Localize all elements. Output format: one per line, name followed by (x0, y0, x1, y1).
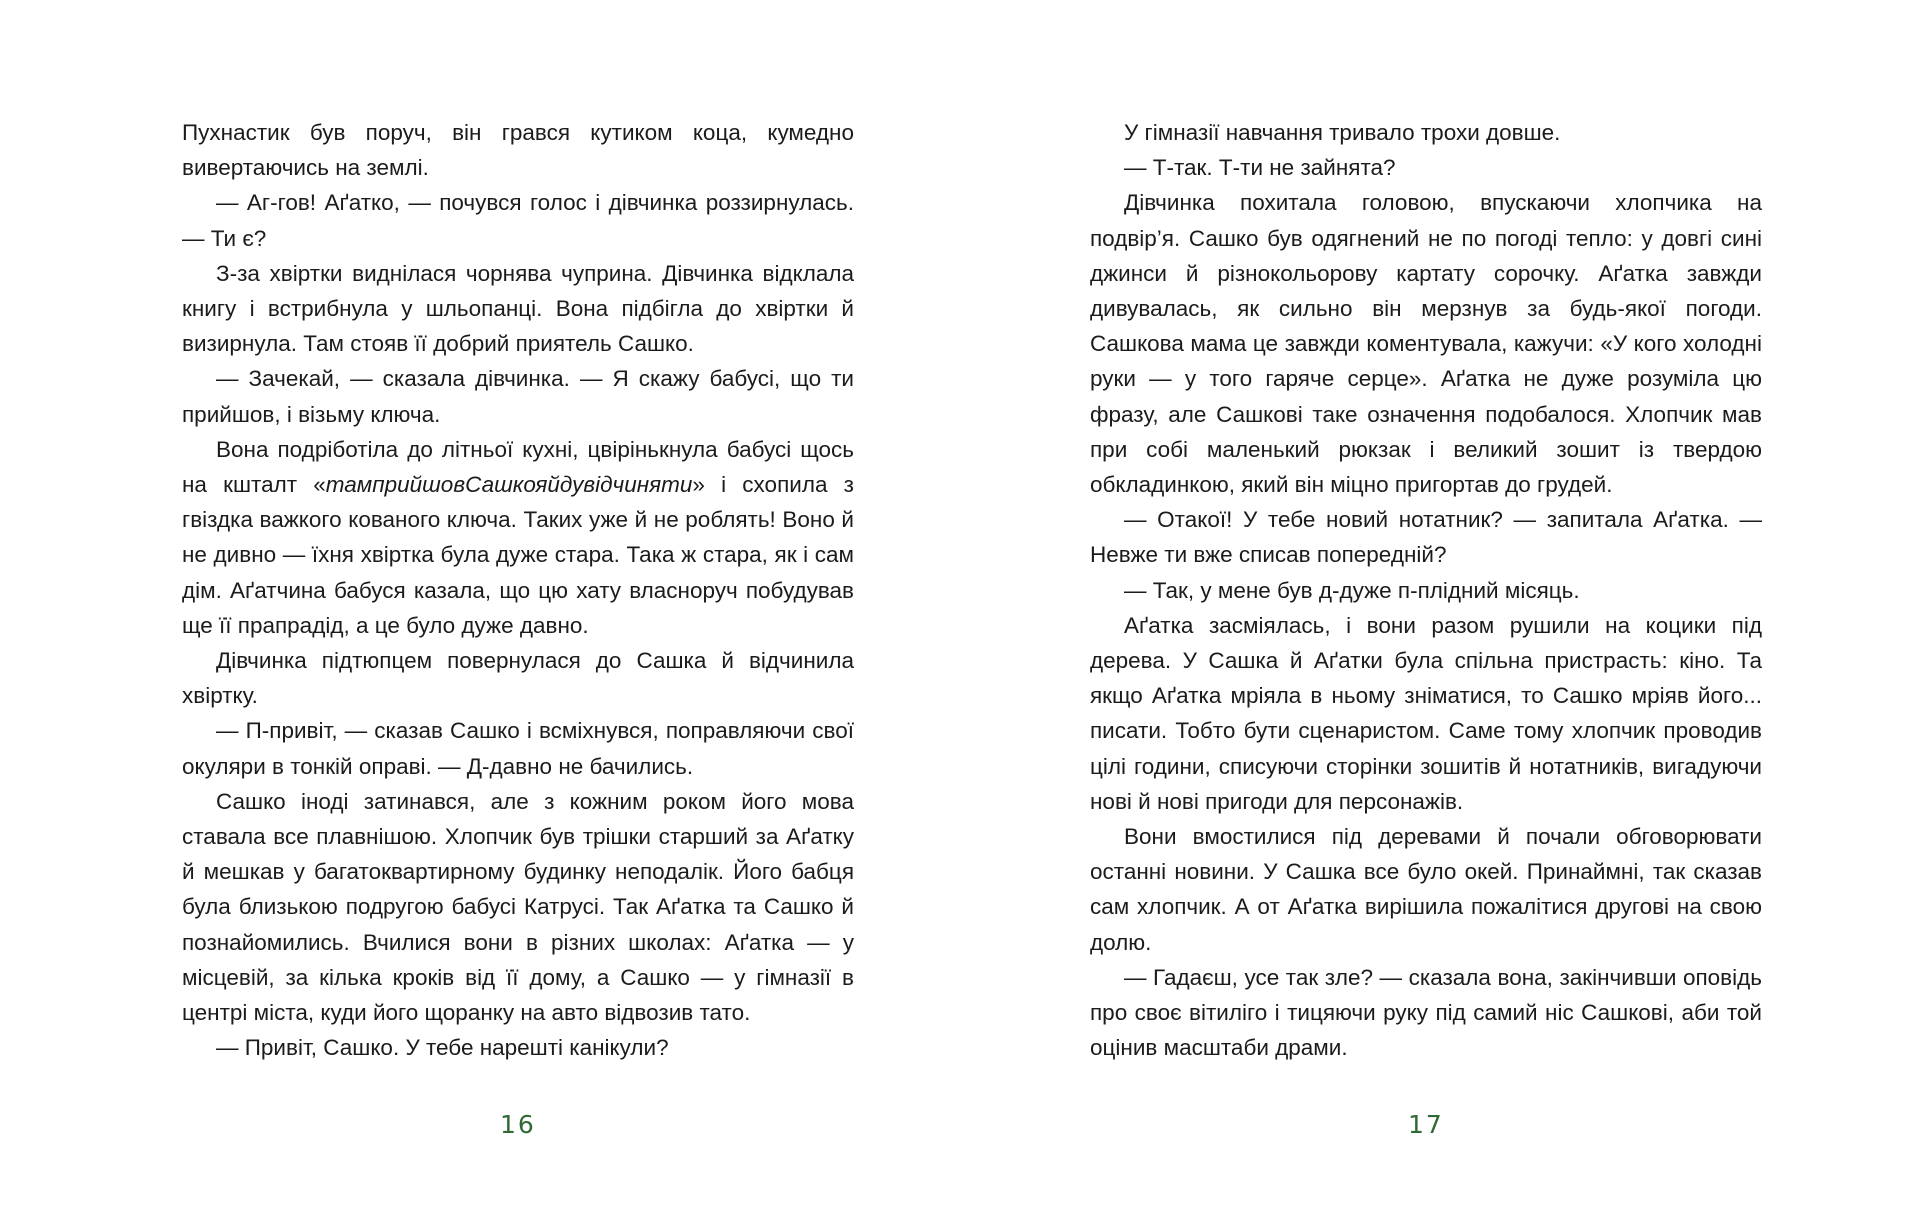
page-number: 16 (500, 1110, 536, 1139)
paragraph: — Отакої! У тебе новий нотатник? — запитала Аґатка. — Невже ти вже списав попередній? (1090, 507, 1762, 568)
paragraph: У гімназії навчання тривало трохи довше. (1124, 120, 1561, 145)
paragraph: — Гадаєш, усе так зле? — сказала вона, закінчивши оповідь про своє вітиліго і тицяючи руку під самий ніс Сашкові, аби той оцінив масштаби драми. (1090, 964, 1762, 1061)
paragraph: З-за хвіртки виднілася чорнява чуприна. Дівчинка відклала книгу і встрибнула у шльопанці. Вона підбігла до хвіртки й визирнула. Там стояв її добрий приятель Сашко. (182, 260, 854, 357)
paragraph: Сашко іноді затинався, але з кожним роком його мова ставала все плавнішою. Хлопчик був трішки старший за Аґатку й мешкав у багатоквартирному будинку неподалік. Його бабця була близькою подругою бабусі Катрусі. Так Аґатка та Сашко й познайомились. Вчилися вони в різних школах: Аґатка — у місцевій, за кілька кроків від її дому, а Сашко — у гімназії в центрі міста, куди його щоранку на авто відвозив тато. (182, 788, 854, 1026)
paragraph: Пухнастик був поруч, він грався кутиком коца, кумедно вивертаючись на землі. (182, 120, 854, 181)
paragraph: Аґатка засміялась, і вони разом рушили на коцики під дерева. У Сашка й Аґатки була спільна пристрасть: кіно. Та якщо Аґатка мріяла в ньому зніматися, то Сашко мріяв його... писати. Тобто бути сценаристом. Саме тому хлопчик проводив цілі години, списуючи сторінки зошитів й нотатників, вигадуючи нові й нові пригоди для персонажів. (1090, 612, 1762, 814)
paragraph: — П-привіт, — сказав Сашко і всміхнувся, поправляючи свої окуляри в тонкій оправі. — Д-давно не бачились. (182, 718, 854, 779)
paragraph: Вони вмостилися під деревами й почали обговорювати останні новини. У Сашка все було окей. Принаймні, так сказав сам хлопчик. А от Аґатка вирішила пожалітися другові на свою долю. (1090, 824, 1762, 955)
paragraph-text: Вона подріботіла до літньої кухні, цвірінькнула бабусі щось на кшталт « (182, 436, 854, 498)
paragraph: Дівчинка підтюпцем повернулася до Сашка й відчинила хвіртку. (182, 648, 854, 709)
paragraph-text: » і схопила з гвіздка важкого кованого ключа. Таких уже й не роблять! Воно й не дивно — їхня хвіртка була дуже стара. Така ж стара, як і сам дім. Аґатчина бабуся казала, що цю хату власноруч побудував ще її прапрадід, а це було дуже давно. (182, 472, 854, 638)
paragraph: — Так, у мене був д-дуже п-плідний місяць. (1124, 577, 1580, 603)
right-page (960, 0, 1920, 1214)
italic-phrase: тамприйшовСашкояйдувідчиняти (325, 472, 693, 498)
right-page-text (1090, 115, 1762, 1065)
paragraph: — Т-так. Т-ти не зайнята? (1124, 155, 1396, 181)
paragraph: — Аг-гов! Аґатко, — почувся голос і дівчинка роззирнулась. — Ти є? (182, 190, 854, 251)
page-number: 17 (1408, 1110, 1444, 1139)
paragraph-with-italic (182, 432, 854, 643)
paragraph: — Привіт, Сашко. У тебе нарешті канікули? (216, 1035, 669, 1061)
left-page-text (182, 115, 854, 1065)
paragraph: Дівчинка похитала головою, впускаючи хлопчика на подвір’я. Сашко був одягнений не по погоді тепло: у довгі сині джинси й різнокольорову картату сорочку. Аґатка завжди дивувалась, як сильно він мерзнув за будь-якої погоди. Сашкова мама це завжди коментувала, кажучи: «У кого холодні руки — у того гаряче серце». Аґатка не дуже розуміла цю фразу, але Сашкові таке означення подобалося. Хлопчик мав при собі маленький рюкзак і великий зошит із твердою обкладинкою, який він міцно пригортав до грудей. (1090, 190, 1762, 498)
paragraph: — Зачекай, — сказала дівчинка. — Я скажу бабусі, що ти прийшов, і візьму ключа. (182, 366, 854, 427)
